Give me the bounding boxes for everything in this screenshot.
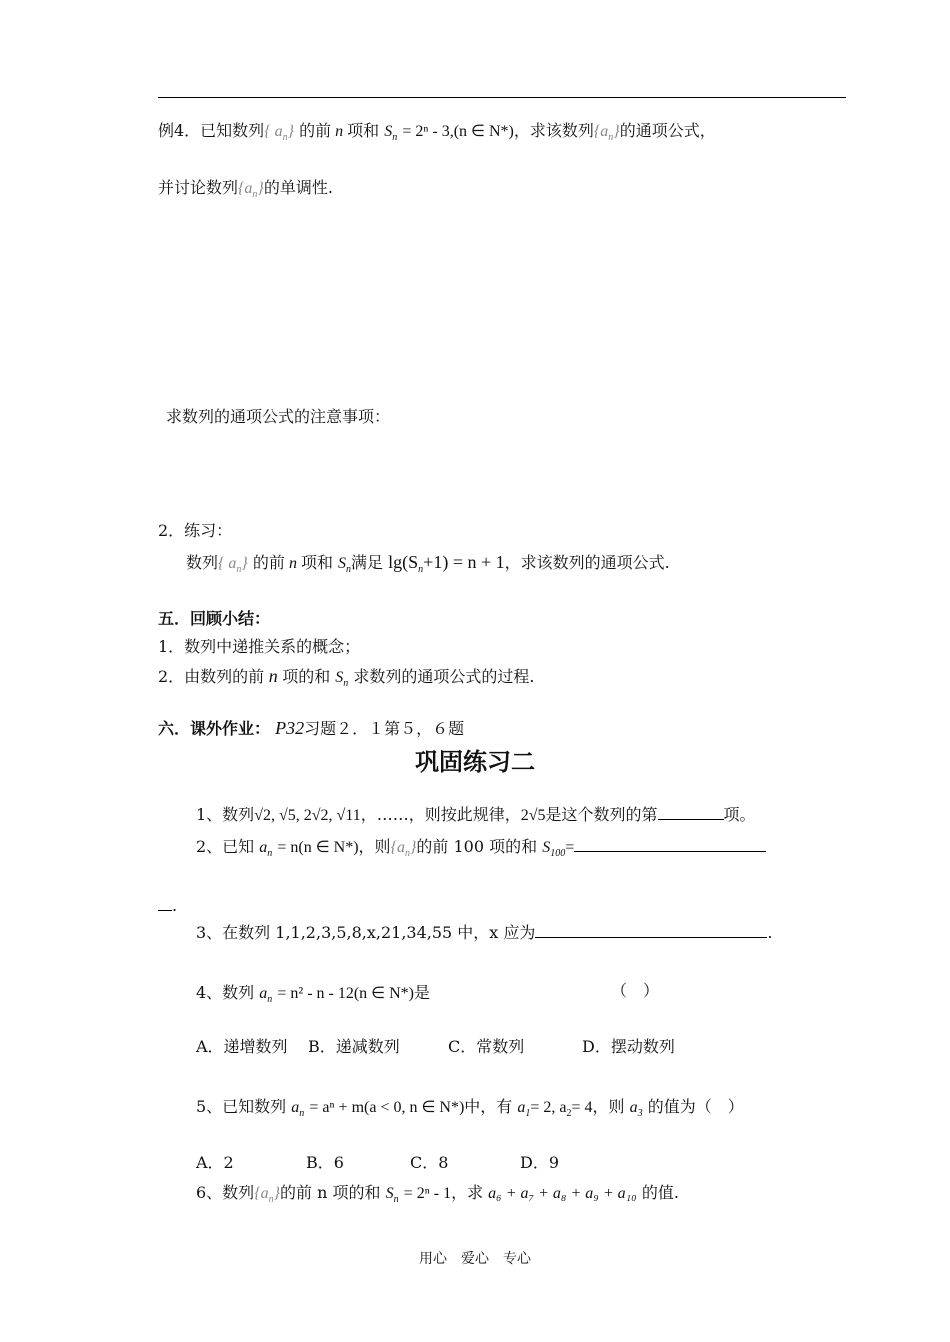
review-item-2 xyxy=(158,664,534,689)
a3-symbol: $a_3$ xyxy=(629,1099,643,1120)
q1-value: 2√5 xyxy=(520,807,546,824)
ex4-text: ，求该数列 xyxy=(513,121,594,140)
q4-option-a[interactable]: A．递增数列 xyxy=(196,1037,288,1056)
q4-option-d[interactable]: D．摆动数列 xyxy=(582,1037,675,1056)
a1-symbol: $a_1$ xyxy=(517,1099,531,1120)
q4-option-b[interactable]: B．递减数列 xyxy=(308,1037,400,1056)
q4-options xyxy=(196,1034,675,1057)
seq-an-symbol: { $a_n$} xyxy=(218,555,248,576)
question-3 xyxy=(196,920,773,943)
q4-option-c[interactable]: C．常数列 xyxy=(448,1037,525,1056)
sn-symbol: $S_n$ xyxy=(384,123,398,144)
ex4-formula: = 2ⁿ - 3,(n ∈ N*) xyxy=(402,123,514,140)
homework-heading: 六．课外作业： xyxy=(158,719,271,738)
q2-text: ，则 xyxy=(358,837,391,856)
q5-condition: = 4 xyxy=(571,1099,593,1116)
q5-option-a[interactable]: A．2 xyxy=(196,1153,234,1172)
q2-equals: = xyxy=(565,839,575,856)
practice-heading: 2．练习： xyxy=(158,521,233,540)
an-symbol: $a_n$ xyxy=(259,985,273,1006)
q6-text: 的前 n 项的和 xyxy=(280,1183,381,1202)
sn-symbol: $S_n$ xyxy=(338,555,352,576)
notes-heading: 求数列的通项公式的注意事项： xyxy=(166,407,391,426)
q6-sum-expression: a₆ + a₇ + a₈ + a₉ + a₁₀ xyxy=(488,1185,637,1202)
q6-text: 6、数列 xyxy=(196,1183,255,1202)
section-title: 巩固练习二 xyxy=(415,748,535,776)
an-symbol: $a_n$ xyxy=(259,839,273,860)
q3-text: 3、在数列 1,1,2,3,5,8,x,21,34,55 中，x 应为 xyxy=(196,923,536,942)
q1-answer-blank[interactable] xyxy=(658,819,724,820)
question-1 xyxy=(196,802,756,825)
q2-text: 2、已知 xyxy=(196,837,255,856)
q5-condition: = 2, a xyxy=(530,1099,567,1116)
q6-text: 的值. xyxy=(641,1183,679,1202)
q2-continuation xyxy=(158,896,177,915)
q1-text: 项。 xyxy=(723,805,756,824)
q5-formula: = aⁿ + m(a < 0, n ∈ N*) xyxy=(309,1099,465,1116)
practice-text: ，求该数列的通项公式. xyxy=(504,553,670,572)
ex4-text: 项和 xyxy=(347,121,380,140)
q3-text: . xyxy=(767,923,773,942)
q2-tail: . xyxy=(172,896,178,915)
q1-text: 是这个数列的第 xyxy=(545,805,658,824)
q5-option-b[interactable]: B．6 xyxy=(306,1153,344,1172)
ex4-text: 的前 xyxy=(299,121,332,140)
review-text: 求数列的通项公式的过程. xyxy=(353,667,535,686)
q5-text: 中，有 xyxy=(464,1097,513,1116)
q4-text: 是 xyxy=(414,983,431,1002)
homework-ref: P32 xyxy=(275,718,305,738)
ex4-intro: 例4．已知数列 xyxy=(158,121,265,140)
n-symbol: n xyxy=(331,123,348,140)
q5-options xyxy=(196,1150,559,1173)
practice-formula: +1) = n + 1 xyxy=(423,552,505,572)
q5-text: 的值为（ ） xyxy=(647,1097,744,1116)
seq-an-symbol: $\{a_n\}$ xyxy=(390,839,417,860)
practice-text: 数列 xyxy=(186,553,219,572)
question-6 xyxy=(196,1180,679,1205)
homework-line xyxy=(158,716,464,739)
q1-text: 1、数列 xyxy=(196,805,255,824)
header-rule xyxy=(158,97,846,98)
seq-an-symbol: { $a_n$} xyxy=(264,123,294,144)
s100-symbol: $S_{100}$ xyxy=(542,839,566,860)
review-item-1: 1．数列中递推关系的概念； xyxy=(158,637,361,656)
review-text: 2．由数列的前 xyxy=(158,667,265,686)
sn-symbol: $S_n$ xyxy=(385,1185,399,1206)
practice-text: 满足 xyxy=(351,553,384,572)
q5-option-c[interactable]: C．8 xyxy=(410,1153,449,1172)
q6-formula: = 2ⁿ - 1 xyxy=(403,1185,452,1202)
review-heading: 五．回顾小结： xyxy=(158,609,271,628)
n-symbol: n xyxy=(264,666,283,686)
an-symbol: $a_n$ xyxy=(291,1099,305,1120)
question-2 xyxy=(196,834,766,859)
ex4-text: 的单调性. xyxy=(263,178,333,197)
q1-text: ，……，则按此规律， xyxy=(360,805,521,824)
example-4-line1 xyxy=(158,118,716,143)
ex4-text: 的通项公式， xyxy=(619,121,716,140)
q4-formula: = n² - n - 12(n ∈ N*) xyxy=(277,985,414,1002)
q5-text: 5、已知数列 xyxy=(196,1097,287,1116)
seq-an-symbol: $\{a_n\}$ xyxy=(254,1185,280,1206)
q5-option-d[interactable]: D．9 xyxy=(520,1153,560,1172)
question-5: 5、已知数列 $a_n = a^n + m(a < 0$, n ∈ N*)中，有 $a_1= 2$, $a_2= 4$，则 $a_3$ 的值为（ ） xyxy=(196,1097,744,1120)
practice-formula: lg(S xyxy=(388,552,419,572)
seq-an-symbol: $\{a_n\}$ xyxy=(238,180,264,201)
q6-text: ，求 xyxy=(451,1183,484,1202)
ex4-text: 并讨论数列 xyxy=(158,178,239,197)
q3-answer-blank[interactable] xyxy=(535,937,767,938)
q2-answer-blank[interactable] xyxy=(574,851,766,852)
q1-sequence: √2, √5, 2√2, √11 xyxy=(254,807,361,824)
review-text: 项的和 xyxy=(282,667,331,686)
q4-text: 4、数列 xyxy=(196,983,255,1002)
page-footer: 用心 爱心 专心 xyxy=(419,1251,531,1267)
practice-text: 的前 xyxy=(252,553,285,572)
n-symbol: n xyxy=(284,555,301,572)
seq-an-symbol: $\{a_n\}$ xyxy=(593,123,620,144)
practice-text: 项和 xyxy=(300,553,333,572)
question-4 xyxy=(196,980,430,1005)
q5-text: ，则 xyxy=(592,1097,625,1116)
homework-text: 习题２．１第５，６题 xyxy=(304,719,465,738)
q4-answer-paren[interactable]: （ ） xyxy=(611,981,660,1000)
sn-symbol: $S_n$ xyxy=(335,669,349,690)
q2-formula: = n(n ∈ N*) xyxy=(277,839,359,856)
q2-text: 的前 100 项的和 xyxy=(416,837,538,856)
practice-problem: 数列{ $a_n$} 的前 n 项和 $S_n$满足 $\lg(S_n+1) = n + 1$，求该数列的通项公式. xyxy=(186,552,670,576)
q2-answer-blank-cont[interactable] xyxy=(158,910,172,911)
example-4-line2 xyxy=(158,175,333,200)
